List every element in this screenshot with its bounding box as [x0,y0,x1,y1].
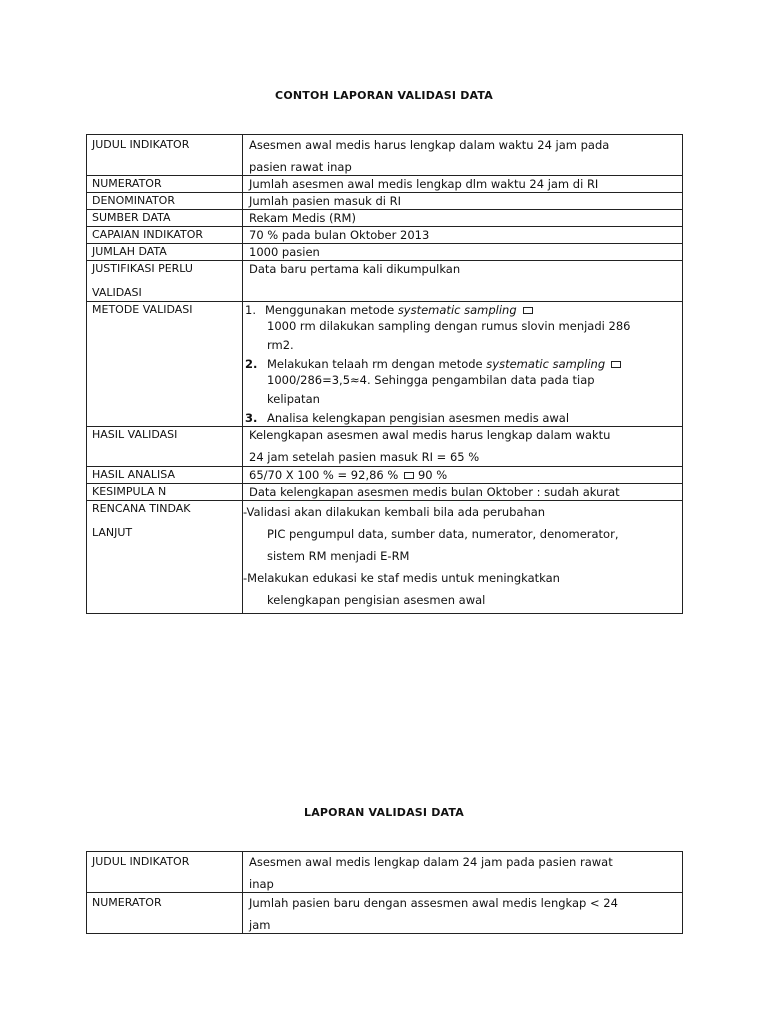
list-item: 2. Melakukan telaah rm dengan metode systematic sampling [245,356,682,372]
table-row [87,261,683,302]
row-label: NUMERATOR [87,893,243,934]
table-row [87,484,683,501]
row-label: CAPAIAN INDIKATOR [87,227,243,244]
document-title: LAPORAN VALIDASI DATA [304,806,464,819]
checkbox-glyph-icon [523,307,533,314]
table-row [87,501,683,614]
table-row [87,227,683,244]
row-label: RENCANA TINDAK LANJUT [87,501,243,614]
table-row [87,193,683,210]
row-value: 65/70 X 100 % = 92,86 % 90 % [243,467,683,484]
row-label: KESIMPULA N [87,484,243,501]
table-row [87,244,683,261]
document-title: CONTOH LAPORAN VALIDASI DATA [275,89,493,102]
row-label: METODE VALIDASI [87,302,243,427]
row-value: Asesmen awal medis lengkap dalam 24 jam pada pasien rawat inap [243,852,683,893]
row-value: Jumlah pasien masuk di RI [243,193,683,210]
row-label: HASIL ANALISA [87,467,243,484]
table-row [87,135,683,176]
row-label: DENOMINATOR [87,193,243,210]
checkbox-glyph-icon [404,472,414,479]
list-item: 1. Menggunakan metode systematic sampling [245,302,682,318]
row-value: 70 % pada bulan Oktober 2013 [243,227,683,244]
row-label: JUDUL INDIKATOR [87,135,243,176]
row-value: Jumlah asesmen awal medis lengkap dlm waktu 24 jam di RI [243,176,683,193]
row-value: -Validasi akan dilakukan kembali bila ada perubahan PIC pengumpul data, sumber data, numerator, denomerator, sistem RM menjadi E-RM -Melakukan edukasi ke staf medis untuk meningkatkan kelengkapan pengisian asesmen awal [243,501,683,614]
row-value: Kelengkapan asesmen awal medis harus lengkap dalam waktu 24 jam setelah pasien masuk RI = 65 % [243,427,683,467]
row-value: Data baru pertama kali dikumpulkan [243,261,683,302]
row-label: JUDUL INDIKATOR [87,852,243,893]
validation-report-table [86,851,683,934]
row-label: JUMLAH DATA [87,244,243,261]
table-row [87,210,683,227]
row-value: 1. Menggunakan metode systematic sampling 1000 rm dilakukan sampling dengan rumus slovin menjadi 286 rm2. 2. Melakukan telaah rm dengan metode systematic sampling 1000/286=3,5≈4. Sehingga pengambilan data pada tiap kelipatan 3. Analisa kelengkapan pengisian asesmen medis awal [243,302,683,427]
row-label: JUSTIFIKASI PERLU VALIDASI [87,261,243,302]
row-label: NUMERATOR [87,176,243,193]
row-label: SUMBER DATA [87,210,243,227]
validation-report-table [86,134,683,614]
row-value: Data kelengkapan asesmen medis bulan Oktober : sudah akurat [243,484,683,501]
row-value: Asesmen awal medis harus lengkap dalam waktu 24 jam pada pasien rawat inap [243,135,683,176]
table-row [87,467,683,484]
row-value: Rekam Medis (RM) [243,210,683,227]
table-row [87,893,683,934]
list-item: 3. Analisa kelengkapan pengisian asesmen medis awal [245,411,570,425]
checkbox-glyph-icon [611,361,621,368]
row-value: Jumlah pasien baru dengan assesmen awal medis lengkap < 24 jam [243,893,683,934]
row-label: HASIL VALIDASI [87,427,243,467]
table-row [87,852,683,893]
table-row [87,427,683,467]
table-row [87,302,683,427]
table-row [87,176,683,193]
row-value: 1000 pasien [243,244,683,261]
